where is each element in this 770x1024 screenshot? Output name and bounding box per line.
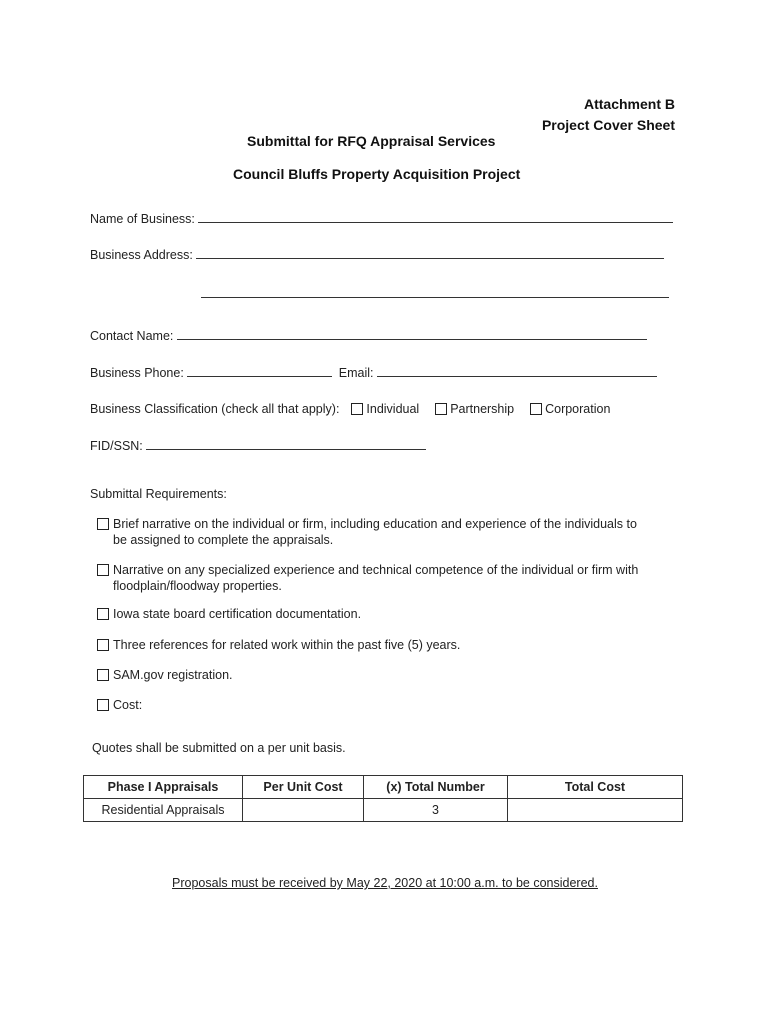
requirement-checkbox-3[interactable] <box>97 608 109 620</box>
cover-sheet-label: Project Cover Sheet <box>541 117 675 133</box>
requirement-checkbox-2[interactable] <box>97 564 109 576</box>
cost-table <box>83 775 683 822</box>
email-field[interactable] <box>377 366 657 377</box>
requirement-text-3: Iowa state board certification documentation. <box>113 607 362 621</box>
requirement-text-2a: Narrative on any specialized experience and technical competence of the individual or firm with <box>113 563 639 577</box>
business-address-row <box>90 248 664 262</box>
requirement-checkbox-5[interactable] <box>97 669 109 681</box>
business-address-field[interactable] <box>196 248 664 259</box>
contact-name-field[interactable] <box>177 329 647 340</box>
partnership-checkbox[interactable] <box>435 403 447 415</box>
business-name-field[interactable] <box>198 212 673 223</box>
business-name-label: Name of Business: <box>90 212 195 226</box>
requirement-text-5: SAM.gov registration. <box>113 668 233 682</box>
requirement-checkbox-1[interactable] <box>97 518 109 530</box>
business-address-line2-row <box>201 287 669 301</box>
classification-row <box>90 402 610 416</box>
requirement-text-1b: be assigned to complete the appraisals. <box>113 533 334 547</box>
business-phone-label: Business Phone: <box>90 366 184 380</box>
col-header-total-number: (x) Total Number <box>364 776 508 799</box>
page-title: Submittal for RFQ Appraisal Services <box>247 133 496 149</box>
classification-label: Business Classification (check all that apply): <box>90 402 340 416</box>
business-address-line2-field[interactable] <box>201 287 669 298</box>
quotes-note: Quotes shall be submitted on a per unit basis. <box>92 741 346 755</box>
requirements-heading: Submittal Requirements: <box>90 487 227 501</box>
fid-ssn-field[interactable] <box>146 439 426 450</box>
col-header-phase: Phase I Appraisals <box>84 776 243 799</box>
cell-total-number: 3 <box>364 799 508 822</box>
business-name-row <box>90 212 673 226</box>
requirement-text-1a: Brief narrative on the individual or firm, including education and experience of the individuals to <box>113 517 637 531</box>
individual-checkbox[interactable] <box>351 403 363 415</box>
table-header-row <box>84 776 683 799</box>
contact-name-row <box>90 329 647 343</box>
email-label: Email: <box>338 366 374 380</box>
col-header-total-cost: Total Cost <box>508 776 683 799</box>
fid-ssn-label: FID/SSN: <box>90 439 143 453</box>
requirement-checkbox-6[interactable] <box>97 699 109 711</box>
individual-label: Individual <box>366 402 420 416</box>
project-subtitle: Council Bluffs Property Acquisition Project <box>233 166 521 182</box>
business-address-label: Business Address: <box>90 248 193 262</box>
table-row <box>84 799 683 822</box>
attachment-label: Attachment B <box>583 96 675 112</box>
fid-ssn-row <box>90 439 426 453</box>
cell-phase: Residential Appraisals <box>84 799 243 822</box>
requirement-text-4: Three references for related work within the past five (5) years. <box>113 638 461 652</box>
phone-email-row <box>90 366 657 380</box>
partnership-label: Partnership <box>450 402 515 416</box>
col-header-unit-cost: Per Unit Cost <box>243 776 364 799</box>
contact-name-label: Contact Name: <box>90 329 174 343</box>
deadline-notice: Proposals must be received by May 22, 2020 at 10:00 a.m. to be considered. <box>172 876 598 890</box>
corporation-checkbox[interactable] <box>530 403 542 415</box>
business-phone-field[interactable] <box>187 366 332 377</box>
requirement-text-6: Cost: <box>113 698 143 712</box>
cell-total-cost[interactable] <box>508 799 683 822</box>
cell-unit-cost[interactable] <box>243 799 364 822</box>
requirement-text-2b: floodplain/floodway properties. <box>113 579 282 593</box>
requirement-checkbox-4[interactable] <box>97 639 109 651</box>
corporation-label: Corporation <box>545 402 611 416</box>
